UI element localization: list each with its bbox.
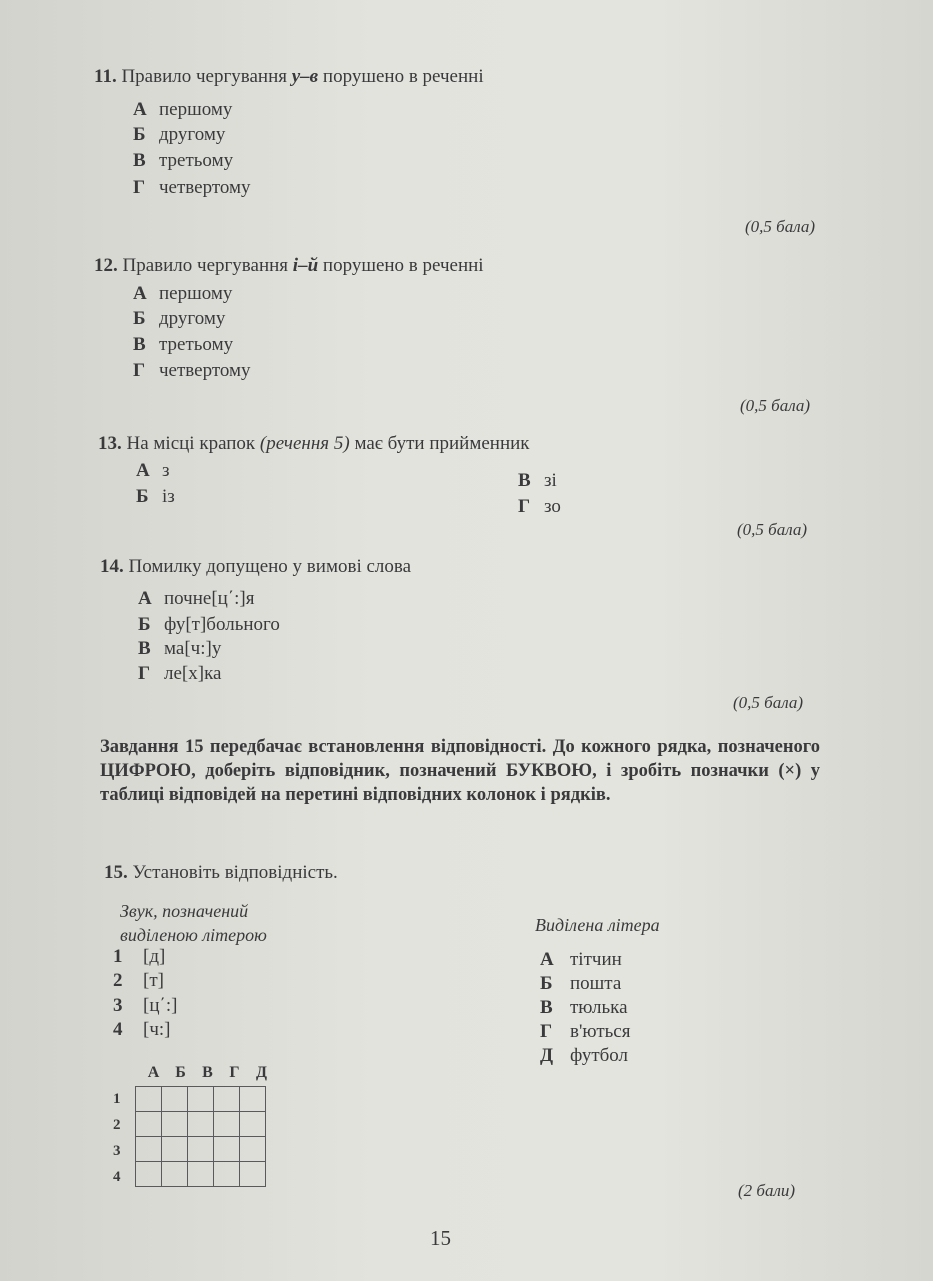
option-text: зо (544, 496, 561, 517)
grid-cell[interactable] (214, 1162, 240, 1187)
item-number: 3 (113, 995, 123, 1016)
score: (0,5 бала) (745, 217, 815, 236)
option-letter: В (133, 150, 146, 171)
left-item (113, 995, 177, 1017)
option[interactable] (136, 460, 170, 482)
grid-row-label: 1 (113, 1091, 121, 1107)
score: (0,5 бала) (737, 520, 807, 539)
option-text: четвертому (159, 360, 251, 381)
question-number: 13. (98, 433, 122, 454)
item-letter: А (540, 949, 554, 970)
grid-row-label: 4 (113, 1169, 121, 1185)
grid-col-label: А (147, 1064, 160, 1081)
option-text: почне[ц΄:]я (164, 588, 255, 609)
question-number: 15. (104, 862, 128, 883)
option[interactable] (133, 177, 251, 199)
option[interactable] (138, 614, 280, 636)
grid-cell[interactable] (162, 1162, 188, 1187)
grid-column-headers (140, 1064, 275, 1082)
question-text: порушено в реченні (322, 66, 484, 87)
option-text: третьому (159, 334, 234, 355)
option[interactable] (133, 150, 233, 172)
question-14 (100, 556, 411, 578)
option-letter: А (133, 99, 147, 120)
question-number: 14. (100, 556, 124, 577)
grid-cell[interactable] (162, 1112, 188, 1137)
grid-col-label: В (202, 1064, 213, 1081)
option[interactable] (133, 124, 225, 146)
option[interactable] (518, 496, 561, 518)
item-number: 4 (113, 1019, 123, 1040)
option-text: зі (544, 470, 557, 491)
item-text: в'ються (570, 1021, 631, 1042)
option-text: першому (159, 283, 233, 304)
grid-cell[interactable] (214, 1137, 240, 1162)
grid-row (136, 1137, 266, 1162)
item-text: тітчин (570, 949, 622, 970)
item-letter: Г (540, 1021, 553, 1042)
grid-row-labels (113, 1086, 121, 1190)
grid-row (136, 1112, 266, 1137)
question-13 (98, 433, 530, 455)
item-text: [д] (143, 946, 166, 967)
option-letter: Г (518, 496, 531, 517)
score: (0,5 бала) (740, 396, 810, 415)
option[interactable] (133, 308, 225, 330)
option[interactable] (138, 663, 221, 685)
option-letter: В (138, 638, 151, 659)
left-item (113, 1019, 171, 1041)
score: (2 бали) (738, 1181, 796, 1200)
grid-cell[interactable] (136, 1112, 162, 1137)
question-text: Правило чергування (122, 255, 289, 276)
grid-cell[interactable] (240, 1137, 266, 1162)
left-item (113, 946, 165, 968)
right-column-header: Виділена літера (535, 915, 660, 935)
option[interactable] (133, 334, 233, 356)
item-letter: В (540, 997, 553, 1018)
grid-cell[interactable] (162, 1137, 188, 1162)
grid-col-label: Д (255, 1064, 267, 1081)
option-letter: Г (133, 177, 146, 198)
option-text: із (162, 486, 175, 507)
option[interactable] (136, 486, 175, 508)
item-text: [ч:] (143, 1019, 171, 1040)
question-text: має бути прийменник (354, 433, 530, 454)
grid-cell[interactable] (240, 1087, 266, 1112)
question-rule: і–й (292, 255, 319, 276)
option-text: другому (159, 124, 226, 145)
option-letter: В (518, 470, 531, 491)
option-letter: Б (138, 614, 151, 635)
option-letter: Г (133, 360, 146, 381)
option-letter: А (138, 588, 152, 609)
option-letter: Б (133, 308, 146, 329)
option[interactable] (133, 360, 251, 382)
right-item (540, 997, 628, 1019)
option-letter: А (133, 283, 147, 304)
option-text: четвертому (159, 177, 251, 198)
item-text: [ц΄:] (143, 995, 178, 1016)
question-text: Установіть відповідність. (132, 862, 338, 883)
grid-cell[interactable] (214, 1112, 240, 1137)
grid-cell[interactable] (136, 1087, 162, 1112)
grid-cell[interactable] (136, 1162, 162, 1187)
option-text: другому (159, 308, 226, 329)
grid-row (136, 1087, 266, 1112)
option-letter: Г (138, 663, 151, 684)
option-text: першому (159, 99, 233, 120)
grid-cell[interactable] (188, 1112, 214, 1137)
grid-cell[interactable] (188, 1137, 214, 1162)
option-text: фу[т]больного (164, 614, 280, 635)
right-item (540, 973, 621, 995)
grid-row-label: 2 (113, 1117, 121, 1133)
left-header-line: виділеною літерою (120, 925, 267, 945)
item-text: футбол (570, 1045, 629, 1066)
grid-cell[interactable] (214, 1087, 240, 1112)
question-text: порушено в реченні (322, 255, 484, 276)
question-text: Правило чергування (121, 66, 287, 87)
question-12 (94, 255, 484, 277)
item-text: [т] (143, 970, 164, 991)
option-letter: В (133, 334, 146, 355)
grid-col-label: Б (175, 1064, 186, 1081)
question-text: На місці крапок (126, 433, 256, 454)
option[interactable] (133, 283, 232, 305)
question-11 (94, 66, 484, 88)
option-letter: Б (136, 486, 149, 507)
page-number: 15 (430, 1226, 451, 1250)
grid-row (136, 1162, 266, 1187)
grid-cell[interactable] (240, 1162, 266, 1187)
right-item (540, 1045, 628, 1067)
right-item (540, 949, 622, 971)
answer-grid (135, 1086, 266, 1187)
question-15 (104, 862, 338, 884)
item-text: тюлька (570, 997, 628, 1018)
question-rule: у–в (291, 66, 319, 87)
item-letter: Б (540, 973, 553, 994)
option[interactable] (138, 638, 221, 660)
question-number: 12. (94, 255, 118, 276)
grid-col-label: Г (229, 1064, 240, 1081)
grid-cell[interactable] (188, 1162, 214, 1187)
item-number: 2 (113, 970, 123, 991)
item-text: пошта (570, 973, 622, 994)
grid-cell[interactable] (162, 1087, 188, 1112)
option[interactable] (133, 99, 232, 121)
grid-cell[interactable] (136, 1137, 162, 1162)
option-text: ле[х]ка (164, 663, 222, 684)
item-number: 1 (113, 946, 123, 967)
grid-cell[interactable] (188, 1087, 214, 1112)
score: (0,5 бала) (733, 693, 803, 712)
grid-cell[interactable] (240, 1112, 266, 1137)
question-number: 11. (94, 66, 117, 87)
item-letter: Д (540, 1045, 554, 1066)
option-letter: Б (133, 124, 146, 145)
left-header-line: Звук, позначений (120, 901, 249, 921)
right-item (540, 1021, 630, 1043)
option-text: з (162, 460, 170, 481)
question-ref: (речення 5) (259, 433, 350, 454)
option-letter: А (136, 460, 150, 481)
question-text: Помилку допущено у вимові слова (128, 556, 412, 577)
option-text: ма[ч:]у (164, 638, 222, 659)
left-column-header (120, 899, 267, 947)
option[interactable] (518, 470, 557, 492)
option-text: третьому (159, 150, 234, 171)
task-15-instruction: Завдання 15 передбачає встановлення відповідності. До кожного рядка, позначеного ЦИФРОЮ, доберіть відповідник, позначений БУКВОЮ, і зробіть позначки (×) у таблиці відповідей на перетині відповідних колонок і рядків. (100, 737, 820, 805)
option[interactable] (138, 588, 255, 610)
grid-row-label: 3 (113, 1143, 121, 1159)
left-item (113, 970, 164, 992)
